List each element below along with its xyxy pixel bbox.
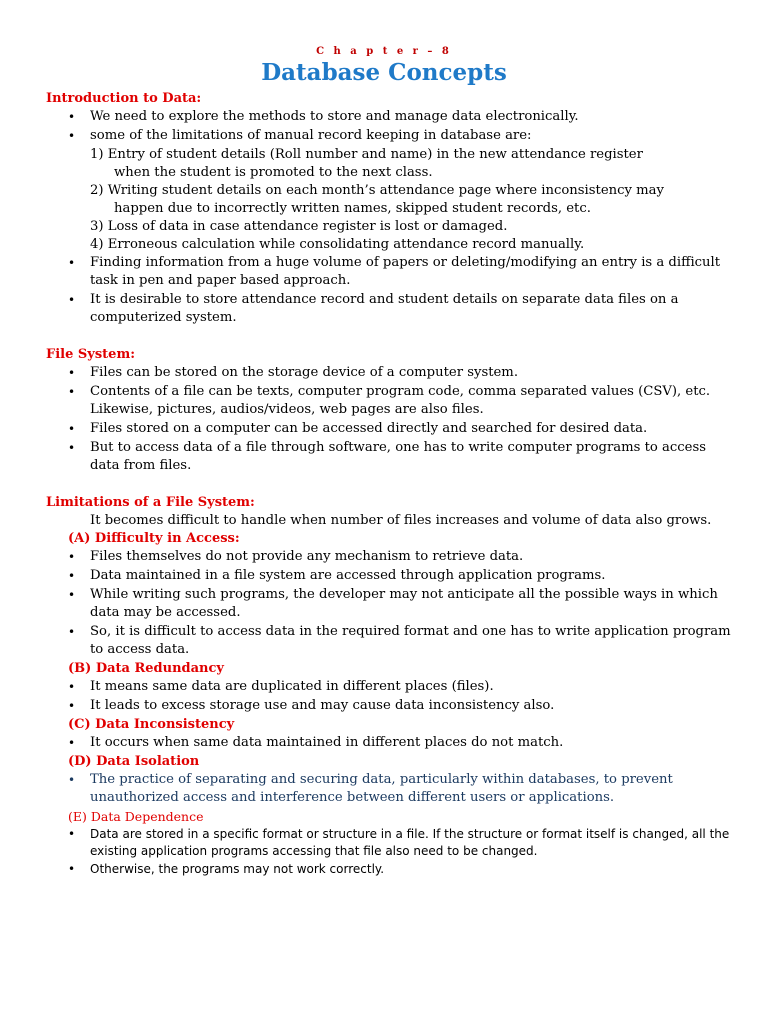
list-item: • It means same data are duplicated in different places (files). [46,678,736,696]
list-item: • But to access data of a file through software, one has to write computer programs to access data from files. [46,439,736,475]
section-heading-intro: Introduction to Data: [46,91,202,106]
list-item: • It occurs when same data maintained in different places do not match. [46,734,736,752]
list-item: • Files stored on a computer can be accessed directly and searched for desired data. [46,420,736,438]
subheading-data-dependence: (E) Data Dependence [68,809,204,824]
list-item: • some of the limitations of manual record keeping in database are: [46,127,736,145]
list-item: • Files themselves do not provide any mechanism to retrieve data. [46,548,736,566]
list-item: • It is desirable to store attendance record and student details on separate data files on a computerized system. [46,291,736,327]
list-item: • While writing such programs, the developer may not anticipate all the possible ways in which data may be accessed. [46,586,736,622]
inconsistency-list [46,734,736,752]
isolation-list [46,771,736,807]
list-item: • It leads to excess storage use and may cause data inconsistency also. [46,697,736,715]
intro-list-2 [46,254,736,327]
list-item: • Contents of a file can be texts, computer program code, comma separated values (CSV), etc. Likewise, pictures, audios/videos, web pages are also files. [46,383,736,419]
numbered-item-1: 1) Entry of student details (Roll number and name) in the new attendance register when the student is promoted to the next class. [90,147,643,180]
dependence-list [46,826,736,878]
intro-list [46,108,736,145]
chapter-label: C h a p t e r – 8 [316,46,452,57]
subheading-data-inconsistency: (C) Data Inconsistency [68,717,235,732]
section-heading-limitations: Limitations of a File System: [46,495,255,510]
numbered-item-2: 2) Writing student details on each month’s attendance page where inconsistency may happen due to incorrectly written names, skipped student records, etc. [90,183,664,216]
difficulty-list [46,548,736,659]
list-item: • Files can be stored on the storage device of a computer system. [46,364,736,382]
subheading-data-isolation: (D) Data Isolation [68,754,200,769]
list-item: • So, it is difficult to access data in the required format and one has to write application program to access data. [46,623,736,659]
section-heading-file-system: File System: [46,347,135,362]
list-item: • Finding information from a huge volume of papers or deleting/modifying an entry is a difficult task in pen and paper based approach. [46,254,736,290]
list-item: • Otherwise, the programs may not work correctly. [46,861,736,878]
list-item: • The practice of separating and securing data, particularly within databases, to prevent unauthorized access and interference between different users or applications. [46,771,736,807]
file-system-list [46,364,736,475]
document-body [46,90,736,879]
subheading-data-redundancy: (B) Data Redundancy [68,661,224,676]
subheading-difficulty-in-access: (A) Difficulty in Access: [68,531,240,546]
list-item: • We need to explore the methods to store and manage data electronically. [46,108,736,126]
list-item: • Data maintained in a file system are accessed through application programs. [46,567,736,585]
page-title: Database Concepts [261,59,507,86]
list-item: • Data are stored in a specific format or structure in a file. If the structure or format itself is changed, all the existing application programs accessing that file also need to be changed. [46,826,736,860]
numbered-item-3: 3) Loss of data in case attendance register is lost or damaged. [90,219,508,234]
redundancy-list [46,678,736,715]
numbered-item-4: 4) Erroneous calculation while consolidating attendance record manually. [90,237,585,252]
limitations-intro: It becomes difficult to handle when number of files increases and volume of data also grows. [90,513,712,528]
